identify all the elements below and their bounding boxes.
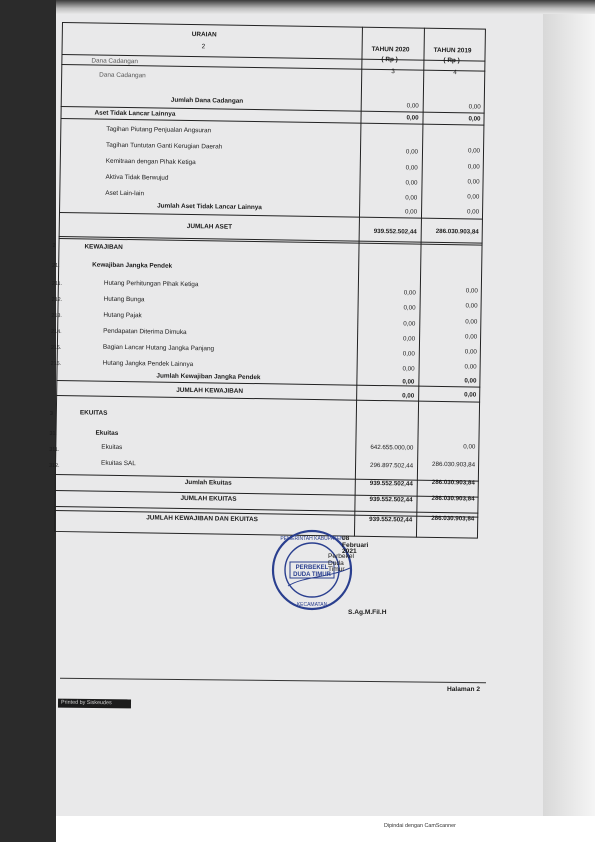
value-2020: 0,00 [405,164,418,172]
stamp-text-2: DUDA TIMUR [293,572,331,578]
row-code: 311. [49,446,60,454]
value-2019: 0,00 [465,287,478,295]
row-label: Aset Lain-lain [105,189,145,198]
row-code: 21. [52,262,60,269]
row-label: Bagian Lancar Hutang Jangka Panjang [102,343,215,353]
row-label: Ekuitas [101,443,123,451]
paper-shadow [543,14,595,816]
col-index-2: 2 [201,43,206,51]
row-label: Ekuitas [95,429,119,437]
value-2019: 286.030.903,84 [431,478,475,487]
scanner-watermark: Dipindai dengan CamScanner [384,823,456,829]
value-2019: 0,00 [464,377,477,385]
stamp-ring-bottom: KECAMATAN [296,602,328,608]
grand-total-label: JUMLAH KEWAJIBAN DAN EKUITAS [146,514,258,524]
total-liabilities-2019: 0,00 [464,391,477,399]
row-label: Jumlah Kewajiban Jangka Pendek [156,372,261,382]
row-label: Kemitraan dengan Pihak Ketiga [105,157,196,167]
grand-total-2020: 939.552.502,44 [369,515,413,524]
row-code: 2 [52,242,56,249]
total-assets-label: JUMLAH ASET [186,222,233,231]
grand-total-2019: 286.030.903,84 [431,514,475,523]
row-code: 215. [50,344,62,352]
row-code: 312. [48,462,60,470]
value-2019: 0,00 [467,163,480,171]
value-2020: 0,00 [403,320,416,328]
row-label: Hutang Pajak [103,311,142,320]
value-2019: 0,00 [468,115,481,123]
value-2019: 0,00 [468,103,481,111]
unit-2019: ( Rp ) [443,56,460,65]
value-2020: 0,00 [405,194,418,202]
value-2019: 0,00 [464,348,477,356]
value-2020: 0,00 [406,114,419,122]
page-number: Halaman 2 [447,686,480,693]
value-2020: 0,00 [405,179,418,187]
stamp-ring-top: PEMERINTAH KABUPATEN [280,536,344,542]
row-code: 216. [50,360,62,368]
value-2019: 0,00 [464,363,477,371]
value-2019: 286.030.903,84 [432,460,476,469]
total-liabilities-label: JUMLAH KEWAJIBAN [176,386,244,395]
section-label: KEWAJIBAN [84,243,123,251]
signature-name: S.Ag.M.Fil.H [348,609,387,616]
scan-top-edge [56,0,595,14]
row-label: Tagihan Piutang Penjualan Angsuran [106,125,212,135]
value-2020: 0,00 [404,208,418,216]
row-code: 214. [51,328,62,336]
row-label: Dana Cadangan [91,57,139,66]
value-2020: 642.655.000,00 [370,443,414,452]
balance-sheet-table [48,22,486,539]
row-label: Jumlah Ekuitas [184,478,232,487]
row-code: 213. [51,312,62,320]
row-label: Aset Tidak Lancar Lainnya [94,109,176,118]
total-equity-2019: 286.030.903,84 [431,494,475,503]
row-label: Pendapatan Diterima Dimuka [103,327,187,336]
printed-by-tag: Printed by Siskeudes [58,699,131,709]
row-label: Jumlah Aset Tidak Lancar Lainnya [157,202,262,212]
row-label: Hutang Perhitungan Pihak Ketiga [103,279,199,289]
value-2019: 0,00 [465,302,478,310]
value-2020: 0,00 [402,365,415,373]
value-2020: 0,00 [402,335,416,343]
value-2020: 0,00 [403,289,416,297]
col-index-3: 3 [391,68,395,76]
row-code: 212. [51,296,63,304]
value-2019: 0,00 [467,178,480,186]
col-index-4: 4 [453,69,457,77]
row-label: Hutang Bunga [103,295,145,304]
row-code: 31. [49,430,58,437]
value-2020: 0,00 [403,304,416,312]
row-label: Tagihan Tuntutan Ganti Kerugian Daerah [106,141,223,151]
row-label: Aktiva Tidak Berwujud [105,173,169,182]
value-2019: 0,00 [466,208,480,216]
row-label: Ekuitas SAL [101,459,136,468]
value-2020: 0,00 [402,378,415,386]
row-label: Kewajiban Jangka Pendek [92,261,173,270]
value-2020: 0,00 [402,350,415,358]
row-code: 3 [49,410,53,417]
stamp-text-1: PERBEKEL [295,565,329,571]
value-2019: 0,00 [467,193,480,201]
col-header-uraian: URAIAN [191,31,217,39]
value-2020: 0,00 [405,148,419,156]
total-assets-2019: 286.030.903,84 [435,227,479,236]
row-label: Hutang Jangka Pendek Lainnya [102,359,194,369]
signature-title: Perbekel Duda Timur [328,553,355,574]
value-2020: 296.897.502,44 [370,461,414,470]
section-label: EKUITAS [79,409,108,417]
row-code: 211. [51,280,63,288]
unit-2020: ( Rp ) [381,56,398,64]
col-header-2020: TAHUN 2020 [371,45,410,54]
value-2020: 939.552.502,44 [369,479,413,488]
total-liabilities-2020: 0,00 [402,392,415,400]
scan-dark-edge [0,0,56,842]
col-header-2019: TAHUN 2019 [433,46,472,55]
signature-date: 08 Februari 2021 [342,535,369,556]
row-label: Jumlah Dana Cadangan [170,96,244,105]
total-assets-2020: 939.552.502,44 [373,227,417,236]
total-equity-label: JUMLAH EKUITAS [180,494,237,503]
value-2019: 0,00 [465,333,478,341]
value-2019: 0,00 [463,443,476,451]
value-2019: 0,00 [467,147,481,155]
value-2019: 0,00 [465,318,478,326]
total-equity-2020: 939.552.502,44 [369,495,413,504]
value-2020: 0,00 [406,102,419,110]
row-label: Dana Cadangan [99,71,146,80]
